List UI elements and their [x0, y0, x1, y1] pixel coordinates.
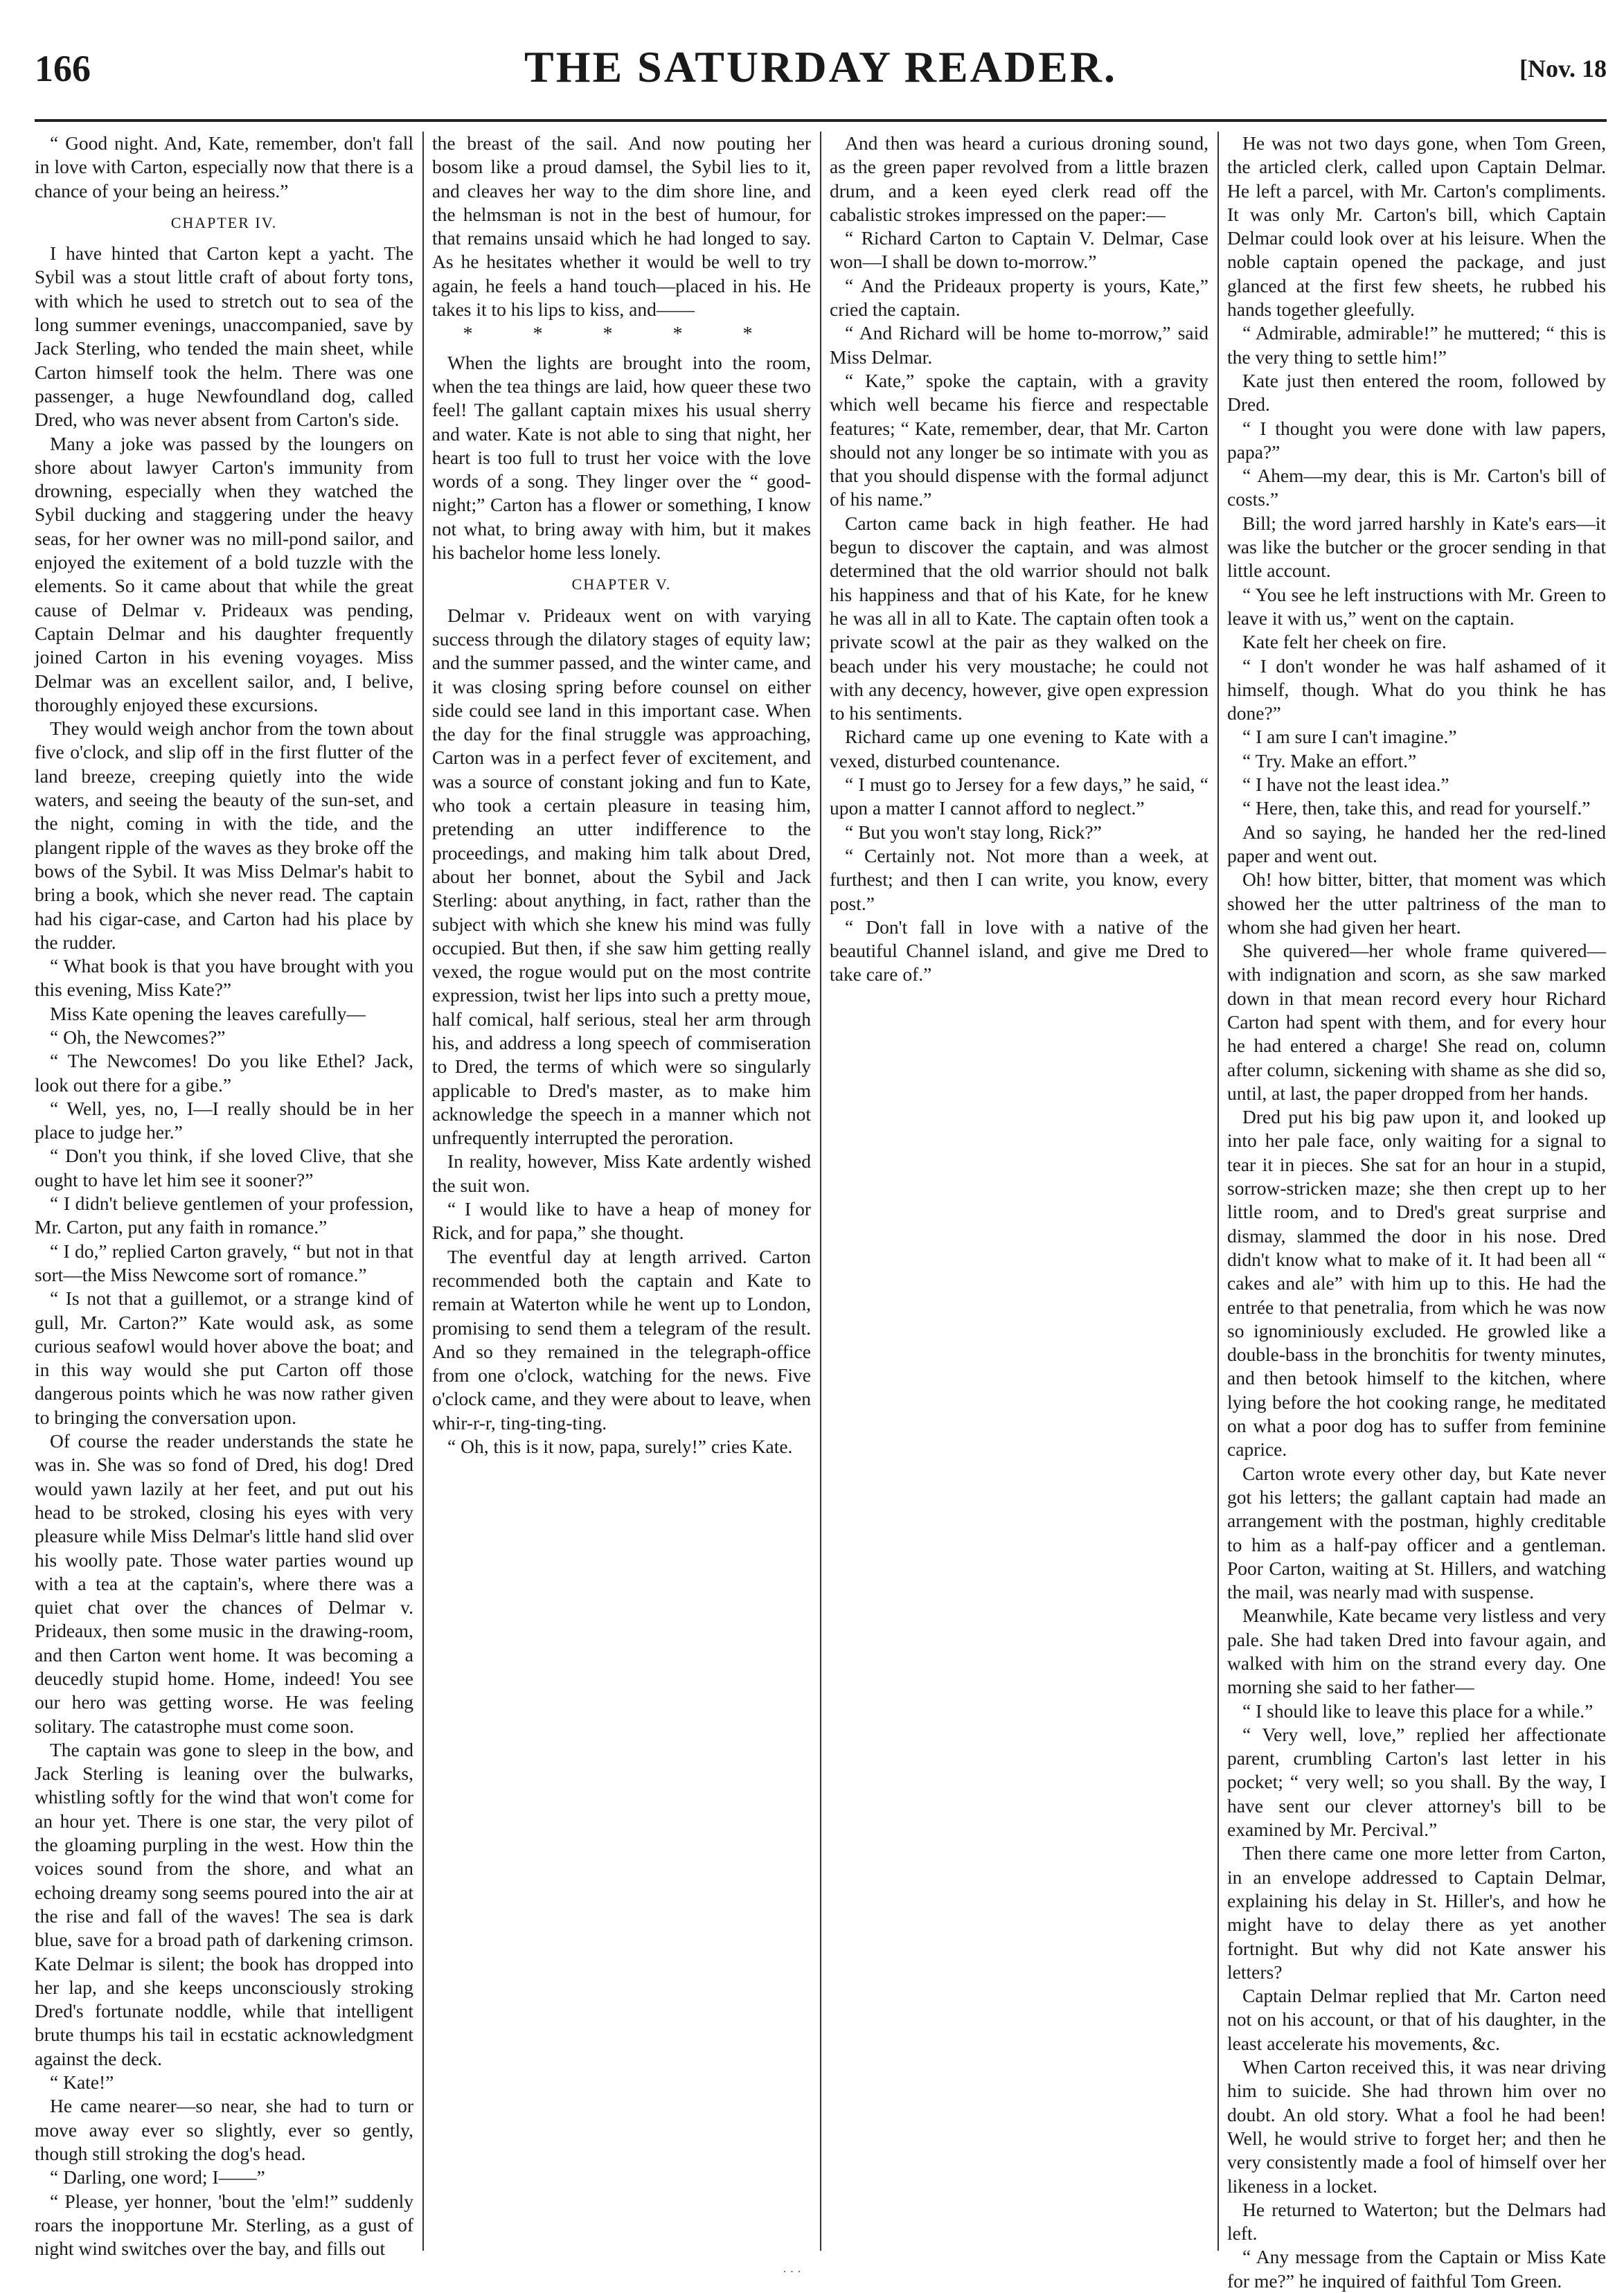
- paragraph: Dred put his big paw upon it, and looked up into her pale face, only waiting for a signal to tear it in pieces. She sat for an hour in a stupid, sorrow-stricken maze; she then crept up to her little room, and to Dred's great surprise and dismay, slammed the door in his nose. Dred didn't know what to make of it. It had been all “ cakes and ale” with him up to this. He had the entrée to that penetralia, from which he was now so ignominiously excluded. He growled like a double-bass in the bronchitis for twenty minutes, and then betook himself to the kitchen, where lying before the hot cooking range, he meditated on what a poor dog has to suffer from feminine caprice.: [1227, 1106, 1606, 1461]
- chapter-heading: CHAPTER V.: [571, 576, 672, 594]
- paragraph: “ Certainly not. Not more than a week, at furthest; and then I can write, you know, every post.”: [830, 844, 1208, 914]
- paragraph: “ Very well, love,” replied her affectionate parent, crumbling Carton's last letter in his pocket; “ very well; so you shall. By the way, I have sent our clever attorney's bill to be examined by Mr. Percival.”: [1227, 1723, 1606, 1841]
- text-column-3: [830, 132, 1208, 2258]
- paragraph: “ I must go to Jersey for a few days,” he said, “ upon a matter I cannot afford to neglect.”: [830, 774, 1208, 819]
- paragraph: He was not two days gone, when Tom Green, the articled clerk, called upon Captain Delmar. He left a parcel, with Mr. Carton's compliments. It was only Mr. Carton's bill, which Captain Delmar could look over at his leisure. When the noble captain opened the package, and just glanced at the first few sheets, he rubbed his hands together gleefully.: [1227, 132, 1606, 321]
- paragraph: Many a joke was passed by the loungers on shore about lawyer Carton's immunity from drowning, especially when they watched the Sybil ducking and staggering under the heavy seas, for her owner was no mill-pond sailor, and enjoyed the exitement of a bold tuzzle with the elements. So it came about that while the great cause of Delmar v. Prideaux was pending, Captain Delmar and his daughter frequently joined Carton in his evening voyages. Miss Delmar was an excellent sailor, and, I belive, thoroughly enjoyed these excursions.: [35, 432, 413, 715]
- newspaper-page: [35, 0, 1617, 2292]
- page-header: [35, 42, 1607, 118]
- paragraph: “ I have not the least idea.”: [1242, 774, 1449, 796]
- paragraph: “ Well, yes, no, I—I really should be in her place to judge her.”: [35, 1097, 413, 1143]
- chapter-heading: CHAPTER IV.: [170, 213, 278, 231]
- paragraph: Delmar v. Prideaux went on with varying success through the dilatory stages of equity law; and the summer passed, and the winter came, and it was closing spring before counsel on either side could see land in this important case. When the day for the final struggle was approaching, Carton was in a perfect fever of excitement, and was a source of constant joking and fun to Kate, who took a certain pleasure in teasing him, pretending an utter indifference to the proceedings, and making him talk about Dred, about her bonnet, about the Sybil and Jack Sterling: about anything, in fact, rather than the subject with which she knew his mind was fully occupied. But then, if she saw him getting really vexed, the rogue would put on the most contrite expression, twist her lips into such a pretty moue, half comical, half serious, steal her arm through his, and address a long speech of commiseration to Dred, the terms of which were so singularly applicable to Dred's master, as to make him acknowledge the speech in a manner which not unfrequently interrupted the peroration.: [432, 604, 811, 1149]
- page-number: 166: [35, 48, 91, 89]
- paragraph: “ I should like to leave this place for a while.”: [1242, 1699, 1594, 1722]
- paragraph: And then was heard a curious droning sound, as the green paper revolved from a little brazen drum, and a keen eyed clerk read off the cabalistic strokes impressed on the paper:—: [830, 132, 1208, 225]
- paragraph: When Carton received this, it was near driving him to suicide. She had thrown him over no doubt. An old story. What a fool he had been! Well, he would strive to forget her; and then he very consistently made a fool of himself over her likeness in a locket.: [1227, 2056, 1606, 2197]
- paragraph: “ The Newcomes! Do you like Ethel? Jack, look out there for a gibe.”: [35, 1050, 413, 1096]
- text-column-4: [1227, 132, 1606, 2292]
- paragraph: “ I would like to have a heap of money for Rick, and for papa,” she thought.: [432, 1198, 811, 1244]
- paragraph: Carton came back in high feather. He had begun to discover the captain, and was almost determined that the old warrior should not balk his happiness and that of his Kate, for he knew he was all in all to Kate. The captain often took a private scowl at the pair as they walked on the beach under his very moustache; he could not with any decency, however, give open expression to his sentiments.: [830, 512, 1208, 724]
- paragraph: “ I don't wonder he was half ashamed of it himself, though. What do you think he has done?”: [1227, 654, 1606, 724]
- text-column-1: [35, 132, 413, 2258]
- paragraph: Carton wrote every other day, but Kate never got his letters; the gallant captain had made an arrangement with the postman, highly creditable to him as a half-pay officer and a gentleman. Poor Carton, waiting at St. Hillers, and watching the mail, was nearly mad with suspense.: [1227, 1462, 1606, 1603]
- paragraph: Bill; the word jarred harshly in Kate's ears—it was like the butcher or the grocer sending in that little account.: [1227, 512, 1606, 582]
- issue-date: [Nov. 18: [1519, 55, 1607, 82]
- paragraph: “ And the Prideaux property is yours, Kate,” cried the captain.: [830, 274, 1208, 321]
- footer-mark: · · ·: [783, 2265, 801, 2278]
- paragraph: And so saying, he handed her the red-lined paper and went out.: [1227, 821, 1606, 866]
- paragraph: Richard came up one evening to Kate with a vexed, disturbed countenance.: [830, 726, 1208, 771]
- header-rule: [35, 119, 1607, 122]
- paragraph: “ Kate,” spoke the captain, with a gravity which well became his fierce and respectable features; “ Kate, remember, dear, that Mr. Carton should not any longer be so intimate with you as that you should dispense with the formal adjunct of his name.”: [830, 369, 1208, 510]
- column-divider: [1217, 132, 1219, 2251]
- paragraph: “ Oh, this is it now, papa, surely!” cries Kate.: [447, 1436, 793, 1458]
- paragraph: “ What book is that you have brought with you this evening, Miss Kate?”: [35, 955, 413, 1001]
- paragraph: “ Don't you think, if she loved Clive, that she ought to have let him see it sooner?”: [35, 1145, 413, 1190]
- paragraph: “ Kate!”: [50, 2071, 114, 2094]
- paragraph: “ Don't fall in love with a native of the beautiful Channel island, and give me Dred to take care of.”: [830, 916, 1208, 985]
- column-divider: [422, 132, 424, 2251]
- column-divider: [820, 132, 821, 2251]
- paragraph: “ And Richard will be home to-morrow,” said Miss Delmar.: [830, 322, 1208, 368]
- paragraph: She quivered—her whole frame quivered—with indignation and scorn, as she saw marked down in that mean record every hour Richard Carton had spent with them, and for every hour he had entered a charge! She read on, column after column, sickening with shame as she did so, until, at last, the paper dropped from her hands.: [1227, 940, 1606, 1104]
- paragraph: Captain Delmar replied that Mr. Carton need not on his account, or that of his daughter, in the least accelerate his movements, &c.: [1227, 1985, 1606, 2054]
- paragraph: I have hinted that Carton kept a yacht. The Sybil was a stout little craft of about forty tons, with which he used to stretch out to sea of the long summer evenings, unaccompanied, save by Jack Sterling, who tended the main sheet, while Carton himself took the helm. There was one passenger, a huge Newfoundland dog, called Dred, who was never absent from Carton's side.: [35, 242, 413, 431]
- paragraph: Kate just then entered the room, followed by Dred.: [1227, 369, 1606, 416]
- paragraph: “ Any message from the Captain or Miss Kate for me?” he inquired of faithful Tom Green.: [1227, 2246, 1606, 2292]
- paragraph: The captain was gone to sleep in the bow, and Jack Sterling is leaning over the bulwarks, whistling softly for the wind that won't come for an hour yet. There is one star, the very pilot of the gloaming purpling in the west. How thin the voices sound from the shore, and what an echoing dreamy song seems poured into the air at the rise and fall of the waves! The sea is dark blue, save for a broad path of darkening crimson. Kate Delmar is silent; the book has dropped into her lap, and she keeps unconsciously stroking Dred's fortunate noddle, while that intelligent brute thumps his tail in ecstatic acknowledgment against the deck.: [35, 1738, 413, 2069]
- paragraph: “ But you won't stay long, Rick?”: [845, 821, 1102, 843]
- paragraph: The eventful day at length arrived. Carton recommended both the captain and Kate to remain at Waterton while he went up to London, promising to send them a telegram of the result. And so they remained in the telegraph-office from one o'clock, watching for the news. Five o'clock came, and they were about to leave, when whir-r-r, ting-ting-ting.: [432, 1245, 811, 1434]
- paragraph: “ You see he left instructions with Mr. Green to leave it with us,” went on the captain.: [1227, 583, 1606, 629]
- paragraph: “ Please, yer honner, 'bout the 'elm!” suddenly roars the inopportune Mr. Sterling, as a gust of night wind switches over the bay, and fills out: [35, 2190, 413, 2260]
- paragraph: Oh! how bitter, bitter, that moment was which showed her the utter paltriness of the man to whom she had given her heart.: [1227, 868, 1606, 938]
- paragraph: Then there came one more letter from Carton, in an envelope addressed to Captain Delmar, explaining his delay in St. Hiller's, and how he might have to delay there as yet another fortnight. But why did not Kate answer his letters?: [1227, 1842, 1606, 1983]
- paragraph: He came nearer—so near, she had to turn or move away ever so slightly, ever so gently, though still stroking the dog's head.: [35, 2095, 413, 2164]
- paragraph: They would weigh anchor from the town about five o'clock, and slip off in the first flutter of the land breeze, creeping quietly into the wide waters, and seeing the beauty of the sun-set, and the night, coming in with the tide, and the plangent ripple of the waves as they broke off the bows of the Sybil. It was Miss Delmar's habit to bring a book, which she never read. The captain had his cigar-case, and Carton had his place by the rudder.: [35, 717, 413, 953]
- paragraph: Kate felt her cheek on fire.: [1242, 631, 1447, 653]
- paragraph: He returned to Waterton; but the Delmars had left.: [1227, 2198, 1606, 2245]
- paragraph: In reality, however, Miss Kate ardently wished the suit won.: [432, 1150, 811, 1196]
- paragraph: “ Here, then, take this, and read for yourself.”: [1242, 797, 1591, 819]
- paragraph: “ I thought you were done with law papers, papa?”: [1227, 417, 1606, 463]
- paragraph: “ Good night. And, Kate, remember, don't fall in love with Carton, especially now that there is a chance of your being an heiress.”: [35, 132, 413, 202]
- paragraph: “ Is not that a guillemot, or a strange kind of gull, Mr. Carton?” Kate would ask, as some curious seafowl would hover above the boat; and in this way would she put Carton off those dangerous points which he was now rather given to bringing the conversation upon.: [35, 1287, 413, 1428]
- masthead-title: THE SATURDAY READER.: [524, 42, 1117, 91]
- paragraph: “ Admirable, admirable!” he muttered; “ this is the very thing to settle him!”: [1227, 322, 1606, 368]
- paragraph: Meanwhile, Kate became very listless and very pale. She had taken Dred into favour again, and walked with him on the strand every day. One morning she said to her father—: [1227, 1605, 1606, 1698]
- section-break: * * * * *: [463, 323, 780, 346]
- paragraph: “ Oh, the Newcomes?”: [50, 1026, 226, 1048]
- paragraph: When the lights are brought into the room, when the tea things are laid, how queer these two feel! The gallant captain mixes his usual sherry and water. Kate is not able to sing that night, her heart is too full to trust her voice with the love words of a song. They linger over the “ good-night;” Carton has a flower or something, I know not what, to bring away with him, but it makes his bachelor home less lonely.: [432, 351, 811, 564]
- paragraph: “ I didn't believe gentlemen of your profession, Mr. Carton, put any faith in romance.”: [35, 1193, 413, 1238]
- paragraph: “ Richard Carton to Captain V. Delmar, Case won—I shall be down to-morrow.”: [830, 227, 1208, 273]
- paragraph: Of course the reader understands the state he was in. She was so fond of Dred, his dog! Dred would yawn lazily at her feet, and put out his head to be stroked, closing his eyes with very pleasure while Miss Delmar's little hand slid over his woolly pate. Those water parties wound up with a tea at the captain's, where there was a quiet chat over the chances of Delmar v. Prideaux, then some music in the drawing-room, and then Carton went home. It was becoming a deucedly stupid home. Home, indeed! You see our hero was getting worse. He was feeling solitary. The catastrophe must come soon.: [35, 1430, 413, 1737]
- paragraph: the breast of the sail. And now pouting her bosom like a proud damsel, the Sybil lies to it, and cleaves her way to the dim shore line, and the helmsman is not in the best of humour, for that remains unsaid which he had longed to say. As he hesitates whether it would be well to try again, he feels a hand touch—placed in his. He takes it to his lips to kiss, and——: [432, 132, 811, 321]
- paragraph: “ Try. Make an effort.”: [1242, 749, 1417, 771]
- paragraph: “ Darling, one word; I——”: [50, 2166, 265, 2188]
- text-column-2: [432, 132, 811, 2258]
- paragraph: “ I do,” replied Carton gravely, “ but not in that sort—the Miss Newcome sort of romance.”: [35, 1240, 413, 1285]
- paragraph: “ Ahem—my dear, this is Mr. Carton's bill of costs.”: [1227, 465, 1606, 510]
- paragraph: “ I am sure I can't imagine.”: [1242, 726, 1457, 748]
- paragraph: Miss Kate opening the leaves carefully—: [50, 1002, 366, 1024]
